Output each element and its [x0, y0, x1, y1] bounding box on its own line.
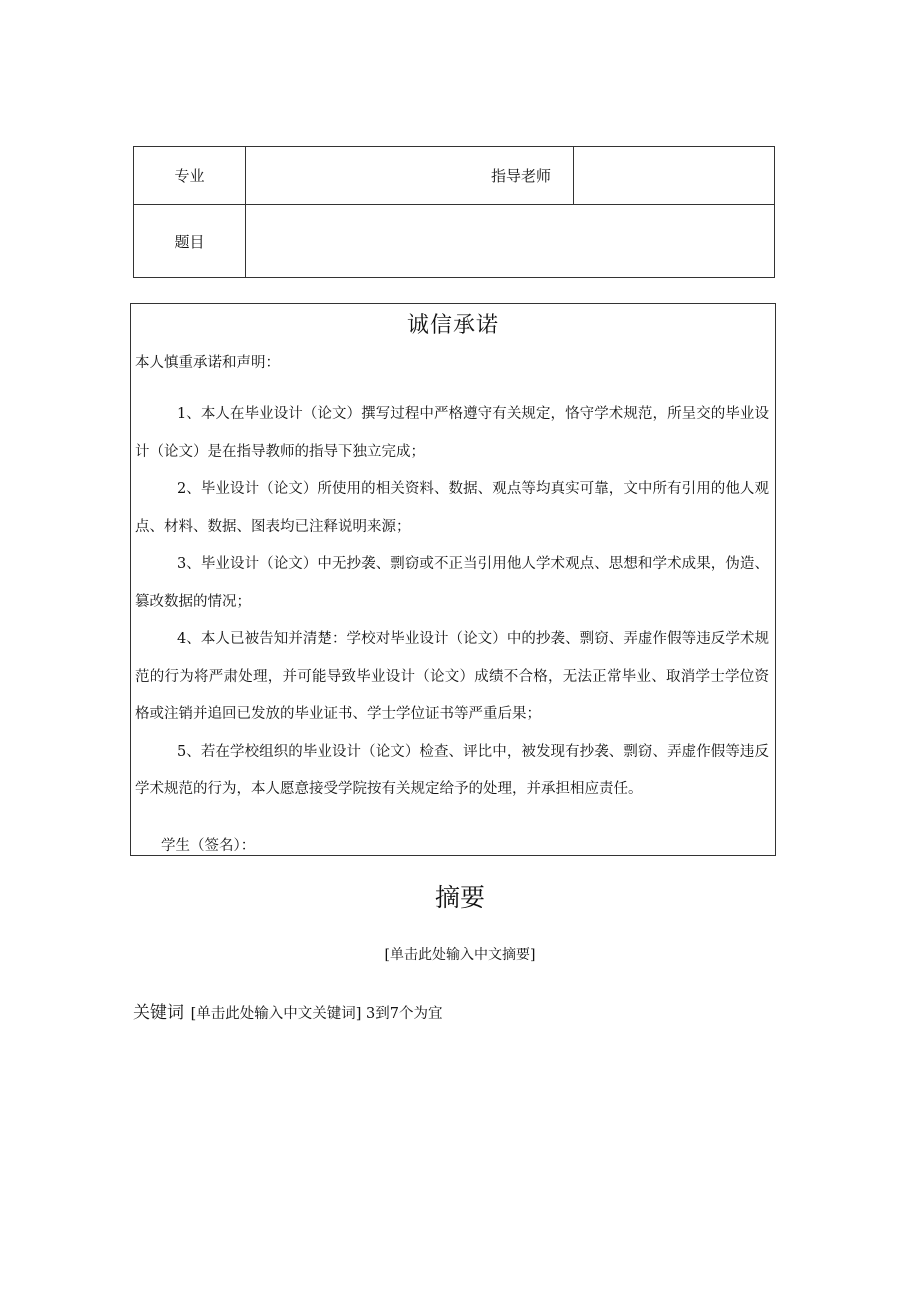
info-row-major [134, 147, 775, 205]
title-value-cell[interactable] [246, 205, 775, 278]
pledge-items [135, 396, 769, 809]
abstract-title: 摘要 [434, 883, 485, 912]
keywords-hint: 3到7个为宜 [366, 1006, 443, 1022]
pledge-item: 5、若在学校组织的毕业设计（论文）检查、评比中，被发现有抄袭、剽窃、弄虚作假等违反学术规范的行为，本人愿意接受学院按有关规定给予的处理，并承担相应责任。 [135, 743, 769, 797]
student-signature-label: 学生（签名）： [161, 838, 256, 854]
pledge-title: 诚信承诺 [406, 313, 499, 338]
pledge-item: 1、本人在毕业设计（论文）撰写过程中严格遵守有关规定，恪守学术规范，所呈交的毕业设计（论文）是在指导教师的指导下独立完成； [135, 406, 769, 460]
pledge-item: 2、毕业设计（论文）所使用的相关资料、数据、观点等均真实可靠，文中所有引用的他人观点、材料、数据、图表均已注释说明来源； [135, 481, 769, 535]
abstract-input-field[interactable]: [单击此处输入中文摘要] [384, 947, 536, 963]
pledge-item: 3、毕业设计（论文）中无抄袭、剽窃或不正当引用他人学术观点、思想和学术成果，伪造、篡改数据的情况； [135, 556, 769, 610]
pledge-intro: 本人慎重承诺和声明： [135, 355, 280, 371]
keywords-input-field[interactable]: [单击此处输入中文关键词] [190, 1006, 362, 1022]
info-table [133, 146, 775, 278]
keywords-line [133, 998, 443, 1023]
title-label: 题目 [134, 205, 246, 278]
advisor-label: 指导老师 [246, 147, 574, 205]
keywords-label: 关键词 [133, 1003, 184, 1023]
major-label: 专业 [134, 147, 246, 205]
integrity-pledge-box [130, 303, 776, 856]
info-row-title [134, 205, 775, 278]
pledge-item: 4、本人已被告知并清楚：学校对毕业设计（论文）中的抄袭、剽窃、弄虚作假等违反学术规范的行为将严肃处理，并可能导致毕业设计（论文）成绩不合格，无法正常毕业、取消学士学位资格或注销并追回已发放的毕业证书、学士学位证书等严重后果； [135, 631, 769, 722]
advisor-value-cell[interactable] [574, 147, 775, 205]
